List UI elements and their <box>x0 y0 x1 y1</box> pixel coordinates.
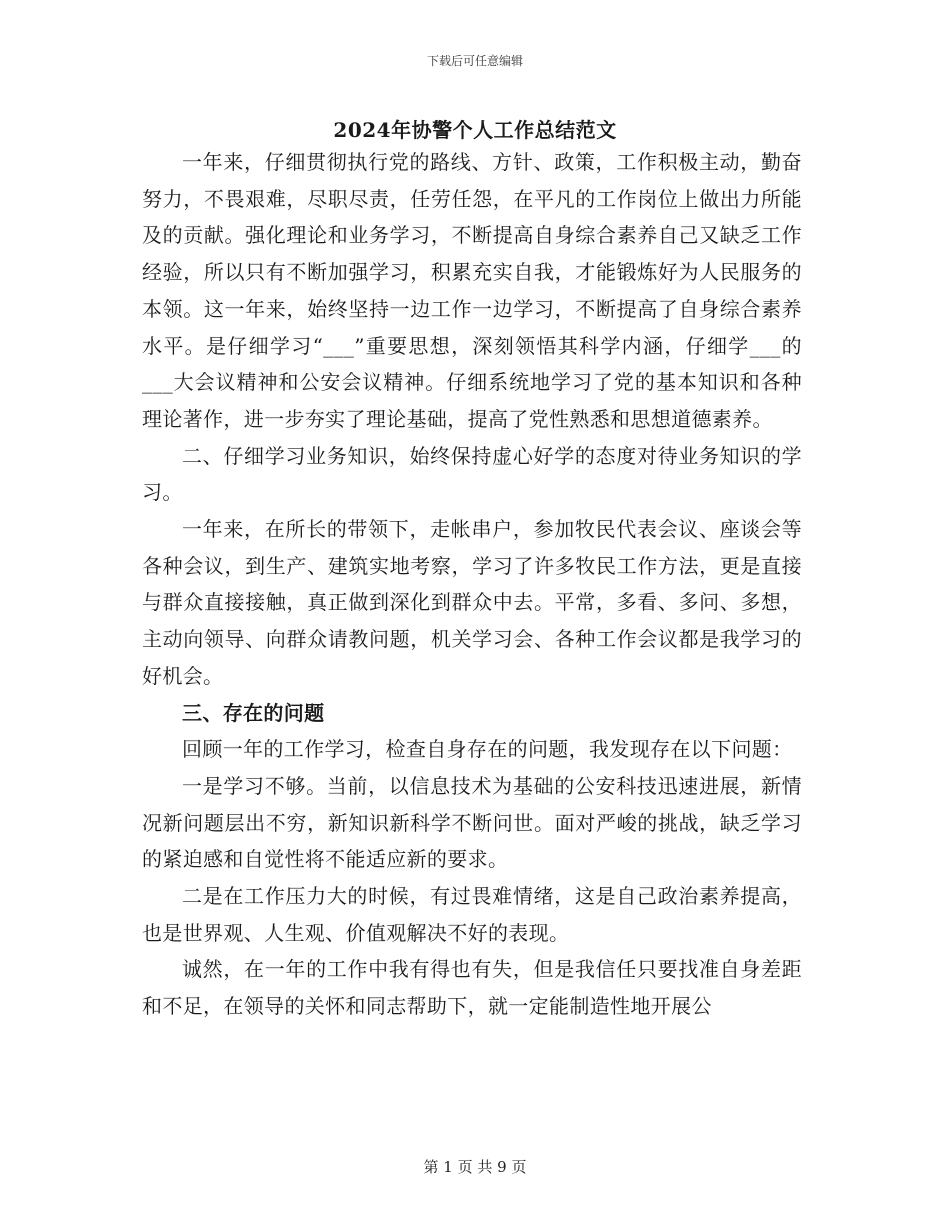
paragraph: 一年来，仔细贯彻执行党的路线、方针、政策，工作积极主动，勤奋努力，不畏艰难，尽职尽责，任劳任怨，在平凡的工作岗位上做出力所能及的贡献。强化理论和业务学习，不断提高自身综合素养自己又缺乏工作经验，所以只有不断加强学习，积累充实自我，才能锻炼好为人民服务的本领。这一年来，始终坚持一边工作一边学习，不断提高了自身综合素养水平。是仔细学习“___”重要思想，深刻领悟其科学内涵，仔细学___的___大会议精神和公安会议精神。仔细系统地学习了党的基本知识和各种理论著作，进一步夯实了理论基础，提高了党性熟悉和思想道德素养。 <box>142 150 802 431</box>
document-title: 2024年协警个人工作总结范文 <box>333 118 617 142</box>
paragraph: 二是在工作压力大的时候，有过畏难情绪，这是自己政治素养提高，也是世界观、人生观、价值观解决不好的表现。 <box>142 884 802 945</box>
paragraph: 回顾一年的工作学习，检查自身存在的问题，我发现存在以下问题： <box>182 737 793 762</box>
header-note: 下载后可任意编辑 <box>426 54 523 68</box>
document-body <box>142 144 802 1025</box>
paragraph: 诚然，在一年的工作中我有得也有失，但是我信任只要找准自身差距和不足，在领导的关怀和同志帮助下，就一定能制造性地开展公 <box>142 957 802 1019</box>
paragraph: 二、仔细学习业务知识，始终保持虚心好学的态度对待业务知识的学习。 <box>142 443 802 505</box>
page-number: 第 1 页 共 9 页 <box>423 1158 527 1176</box>
section-heading: 三、存在的问题 <box>182 700 325 725</box>
paragraph: 一年来，在所长的带领下，走帐串户，参加牧民代表会议、座谈会等各种会议，到生产、建筑实地考察，学习了许多牧民工作方法，更是直接与群众直接接触，真正做到深化到群众中去。平常，多看、多问、多想，主动向领导、向群众请教问题，机关学习会、各种工作会议都是我学习的好机会。 <box>142 517 802 688</box>
paragraph: 一是学习不够。当前，以信息技术为基础的公安科技迅速进展，新情况新问题层出不穷，新知识新科学不断问世。面对严峻的挑战，缺乏学习的紧迫感和自觉性将不能适应新的要求。 <box>142 773 802 872</box>
